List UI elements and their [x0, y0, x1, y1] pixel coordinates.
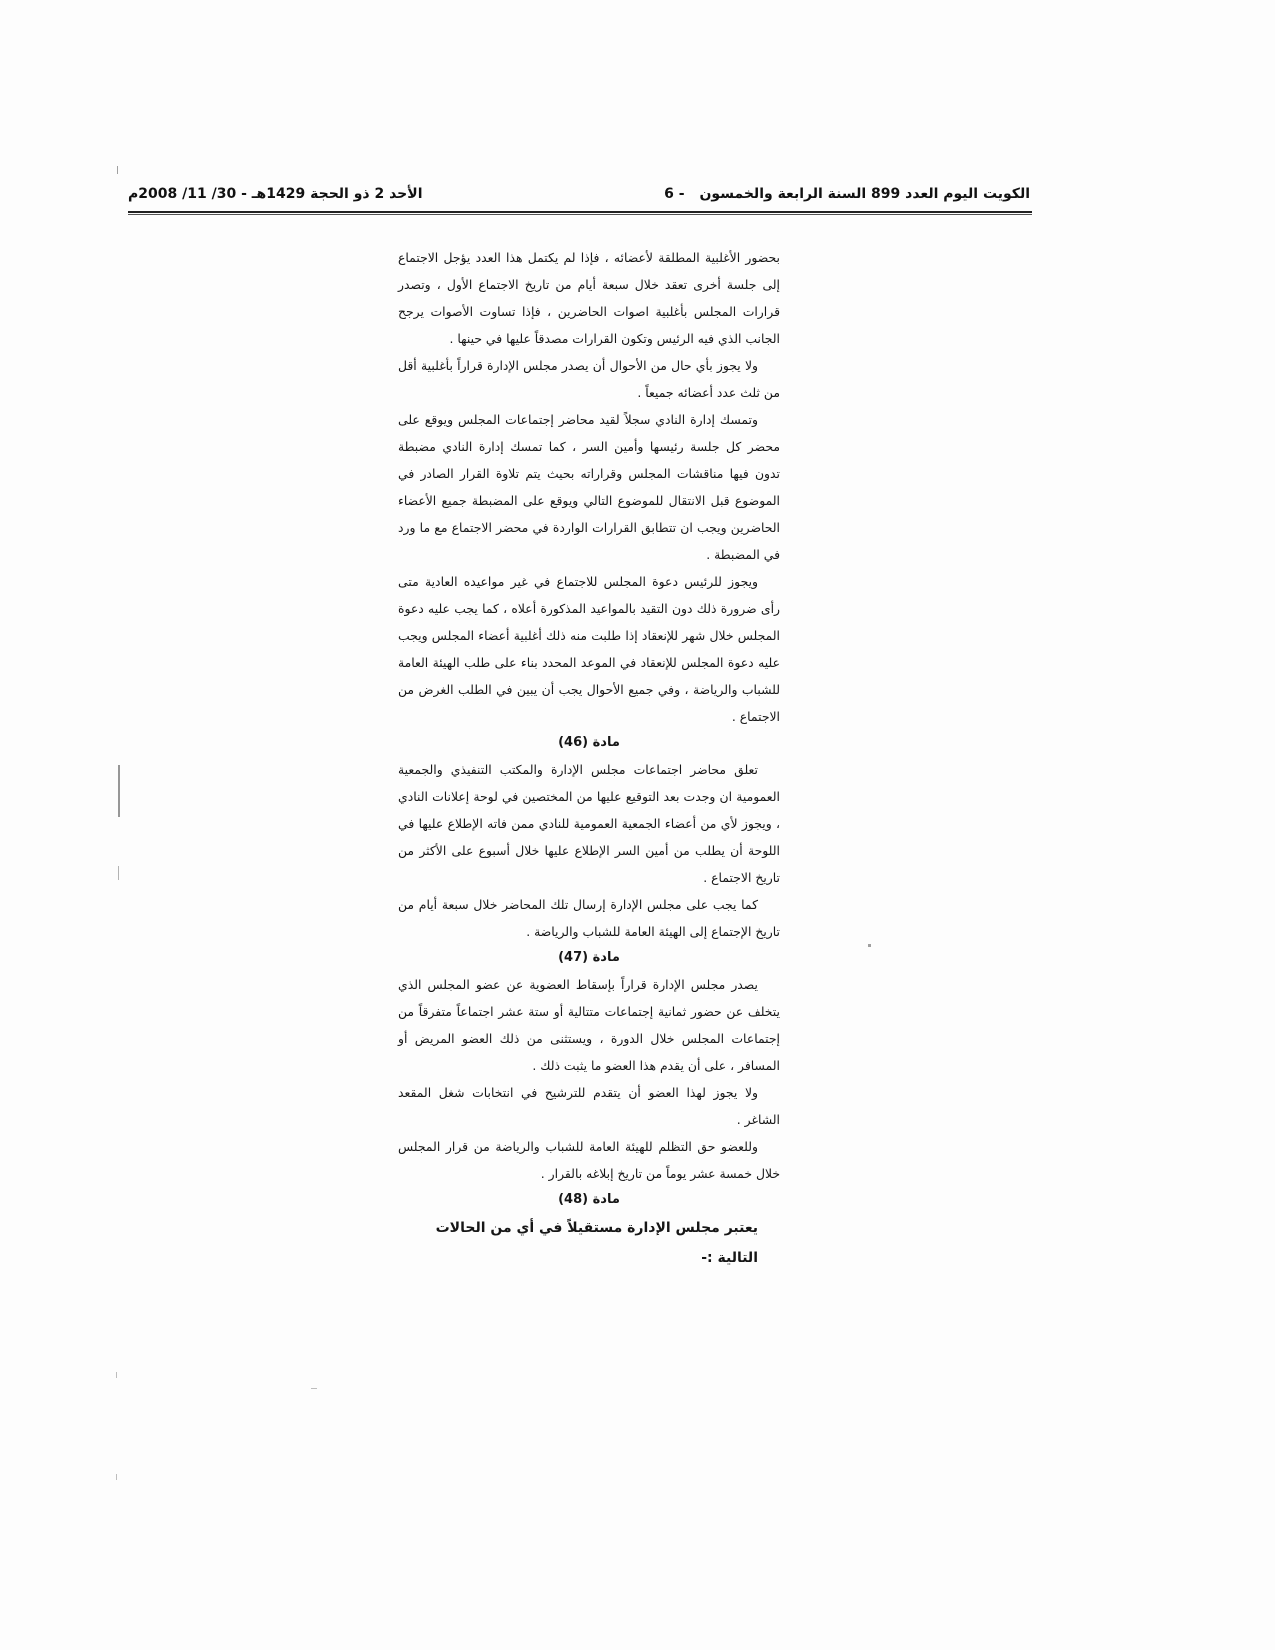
paragraph: ويجوز للرئيس دعوة المجلس للاجتماع في غير مواعيده العادية متى رأى ضرورة ذلك دون التقيد بالمواعيد المذكورة أعلاه ، كما يجب عليه دعوة المجلس خلال شهر للإنعقاد إذا طلبت منه ذلك أغلبية أعضاء المجلس ويجب عليه دعوة المجلس للإنعقاد في الموعد المحدد بناء على طلب الهيئة العامة للشباب والرياضة ، وفي جميع الأحوال يجب أن يبين في الطلب الغرض من الاجتماع .: [398, 574, 780, 724]
scan-mark: [118, 866, 119, 880]
paragraph: ولا يجوز بأي حال من الأحوال أن يصدر مجلس الإدارة قراراً بأغلبية أقل من ثلث عدد أعضائه جميعاً .: [398, 358, 780, 400]
text-column: [398, 244, 780, 1394]
article-47-heading: مادة (47): [558, 950, 620, 965]
paragraph: وللعضو حق التظلم للهيئة العامة للشباب والرياضة من قرار المجلس خلال خمسة عشر يوماً من تاريخ إبلاغه بالقرار .: [398, 1139, 780, 1181]
article-46-heading: مادة (46): [558, 735, 620, 750]
header-publication: الكويت اليوم العدد 899 السنة الرابعة والخمسون: [699, 186, 1030, 202]
scan-mark: [116, 1372, 117, 1378]
header-publication-info: [664, 186, 1030, 202]
scan-mark: [868, 944, 871, 947]
paragraph-bold: يعتبر مجلس الإدارة مستقيلاً في أي من الحالات التالية :-: [435, 1220, 758, 1266]
header-date: الأحد 2 ذو الحجة 1429هـ - 30/ 11/ 2008م: [128, 186, 423, 202]
paragraph: تعلق محاضر اجتماعات مجلس الإدارة والمكتب التنفيذي والجمعية العمومية ان وجدت بعد التوقيع عليها من المختصين في لوحة إعلانات النادي ، ويجوز لأي من أعضاء الجمعية العمومية للنادي ممن فاته الإطلاع عليها في اللوحة أن يطلب من أمين السر الإطلاع عليها خلال أسبوع على الأكثر من تاريخ الاجتماع .: [398, 762, 780, 885]
header-rule-thin: [128, 214, 1032, 215]
scan-mark: [117, 166, 118, 174]
header-page-number: - 6: [664, 186, 685, 202]
paragraph: بحضور الأغلبية المطلقة لأعضائه ، فإذا لم يكتمل هذا العدد يؤجل الاجتماع إلى جلسة أخرى تعقد خلال سبعة أيام من تاريخ الاجتماع الأول ، وتصدر قرارات المجلس بأغلبية اصوات الحاضرين ، فإذا تساوت الأصوات يرجح الجانب الذي فيه الرئيس وتكون القرارات مصدقاً عليها في حينها .: [398, 250, 780, 346]
scan-mark: [116, 1474, 117, 1480]
article-48-heading: مادة (48): [558, 1192, 620, 1207]
paragraph: يصدر مجلس الإدارة قراراً بإسقاط العضوية عن عضو المجلس الذي يتخلف عن حضور ثمانية إجتماعات متتالية أو ستة عشر اجتماعاً متفرقاً من إجتماعات المجلس خلال الدورة ، ويستثنى من ذلك العضو المريض أو المسافر ، على أن يقدم هذا العضو ما يثبت ذلك .: [398, 977, 780, 1073]
paragraph: وتمسك إدارة النادي سجلاً لقيد محاضر إجتماعات المجلس ويوقع على محضر كل جلسة رئيسها وأمين السر ، كما تمسك إدارة النادي مضبطة تدون فيها مناقشات المجلس وقراراته بحيث يتم تلاوة القرار الصادر في الموضوع قبل الانتقال للموضوع التالي ويوقع على المضبطة جميع الأعضاء الحاضرين ويجب ان تتطابق القرارات الواردة في محضر الاجتماع مع ما ورد في المضبطة .: [398, 412, 780, 562]
scan-mark: [311, 1388, 317, 1389]
scan-mark: [118, 765, 120, 817]
paragraph: ولا يجوز لهذا العضو أن يتقدم للترشيح في انتخابات شغل المقعد الشاغر .: [398, 1085, 780, 1127]
page-header: [128, 184, 1030, 208]
paragraph: كما يجب على مجلس الإدارة إرسال تلك المحاضر خلال سبعة أيام من تاريخ الإجتماع إلى الهيئة العامة للشباب والرياضة .: [398, 897, 780, 939]
header-rule: [128, 211, 1032, 213]
